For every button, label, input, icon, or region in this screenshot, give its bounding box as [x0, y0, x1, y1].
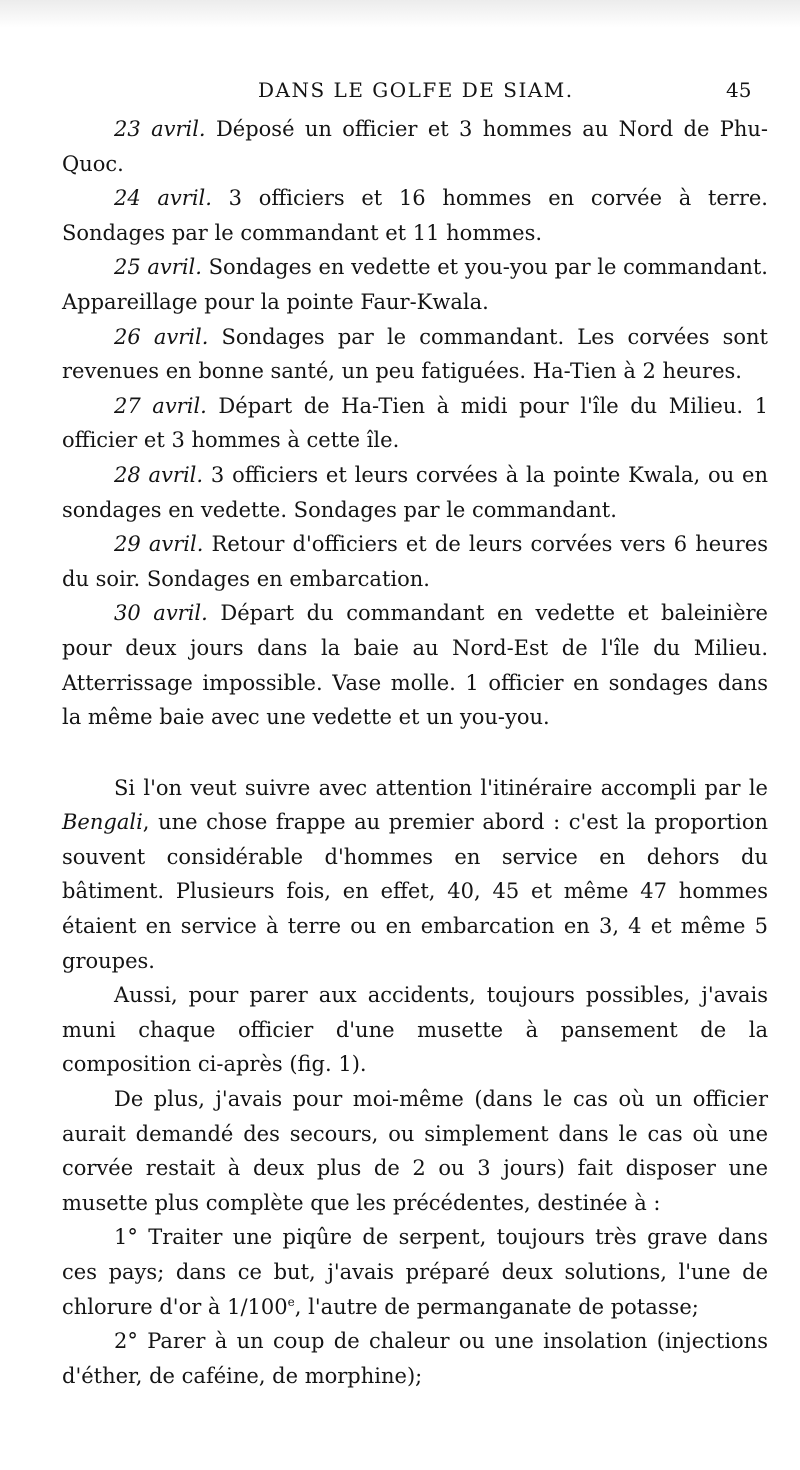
- entry-text: Départ de Ha-Tien à midi pour l'île du Milieu. 1 officier et 3 hommes à cette île.: [62, 393, 768, 453]
- log-entry-23-avril: [62, 112, 768, 181]
- paragraph-text: , une chose frappe au premier abord : c'est la proportion souvent considérable d'hommes en service en dehors du bâtiment. Plusieurs fois, en effet, 40, 45 et même 47 hommes étaient en service à terre ou en embarcation en 3, 4 et même 5 groupes.: [62, 810, 768, 973]
- log-entry-24-avril: [62, 181, 768, 250]
- paragraph-itineraire: [62, 771, 768, 979]
- ship-name: Bengali: [62, 810, 143, 835]
- paragraph-text: De plus, j'avais pour moi-même (dans le cas où un officier aurait demandé des secours, ou simplement dans le cas où une corvée restait à deux plus de 2 ou 3 jours) fait disposer une musette plus complète que les précédentes, destinée à :: [62, 1087, 768, 1215]
- entry-date: 25 avril.: [114, 255, 202, 280]
- entry-text: Déposé un officier et 3 hommes au Nord de Phu-Quoc.: [62, 117, 768, 176]
- entry-text: Départ du commandant en vedette et baleinière pour deux jours dans la baie au Nord-Est de l'île du Milieu. Atterrissage impossible. Vase molle. 1 officier en sondages dans la même baie avec une vedette et un you-you.: [62, 601, 768, 730]
- log-entry-27-avril: [62, 389, 768, 458]
- log-entry-30-avril: [62, 596, 768, 734]
- entry-date: 29 avril.: [114, 532, 204, 557]
- paragraph-text: Parer à un coup de chaleur ou une insolation (injections d'éther, de caféine, de morphine);: [62, 1329, 768, 1388]
- entry-date: 26 avril.: [114, 324, 209, 349]
- paragraph-text: Si l'on veut suivre avec attention l'itinéraire accompli par le: [114, 775, 768, 800]
- paragraph-text: , l'autre de permanganate de potasse;: [294, 1294, 699, 1319]
- entry-date: 24 avril.: [114, 186, 212, 211]
- body-text: [62, 112, 768, 1393]
- list-item-2: [62, 1324, 768, 1393]
- page-number: 45: [726, 78, 752, 102]
- log-entry-29-avril: [62, 527, 768, 596]
- paragraph-text: Aussi, pour parer aux accidents, toujours possibles, j'avais muni chaque officier d'une musette à pansement de la composition ci-après (fig. 1).: [62, 983, 768, 1077]
- entry-date: 23 avril.: [114, 117, 206, 141]
- log-entry-25-avril: [62, 250, 768, 319]
- entry-date: 28 avril.: [114, 462, 204, 487]
- paragraph-musette-complete: [62, 1082, 768, 1220]
- log-entry-28-avril: [62, 458, 768, 527]
- list-number: 1°: [114, 1225, 138, 1250]
- running-title: DANS LE GOLFE DE SIAM.: [258, 78, 574, 102]
- list-number: 2°: [114, 1329, 138, 1354]
- entry-date: 30 avril.: [114, 601, 208, 626]
- running-header: [0, 78, 800, 108]
- entry-date: 27 avril.: [114, 393, 207, 418]
- paragraph-text: Traiter une piqûre de serpent, toujours très grave dans ces pays; dans ce but, j'avais préparé deux solutions, l'une de chlorure d'or à 1/100: [62, 1225, 768, 1319]
- list-item-1: [62, 1220, 768, 1324]
- superscript: e: [287, 1294, 295, 1309]
- page-top-edge: [0, 0, 800, 28]
- entry-text: Sondages en vedette et you-you par le commandant. Appareillage pour la pointe Faur-Kwala.: [62, 255, 768, 314]
- entry-text: Retour d'officiers et de leurs corvées vers 6 heures du soir. Sondages en embarcation.: [62, 532, 768, 591]
- entry-text: 3 officiers et 16 hommes en corvée à terre. Sondages par le commandant et 11 hommes.: [62, 186, 768, 245]
- log-entry-26-avril: [62, 320, 768, 389]
- entry-text: 3 officiers et leurs corvées à la pointe Kwala, ou en sondages en vedette. Sondages par le commandant.: [62, 462, 768, 522]
- entry-text: Sondages par le commandant. Les corvées sont revenues en bonne santé, un peu fatiguées. Ha-Tien à 2 heures.: [62, 324, 768, 384]
- paragraph-musette: [62, 978, 768, 1082]
